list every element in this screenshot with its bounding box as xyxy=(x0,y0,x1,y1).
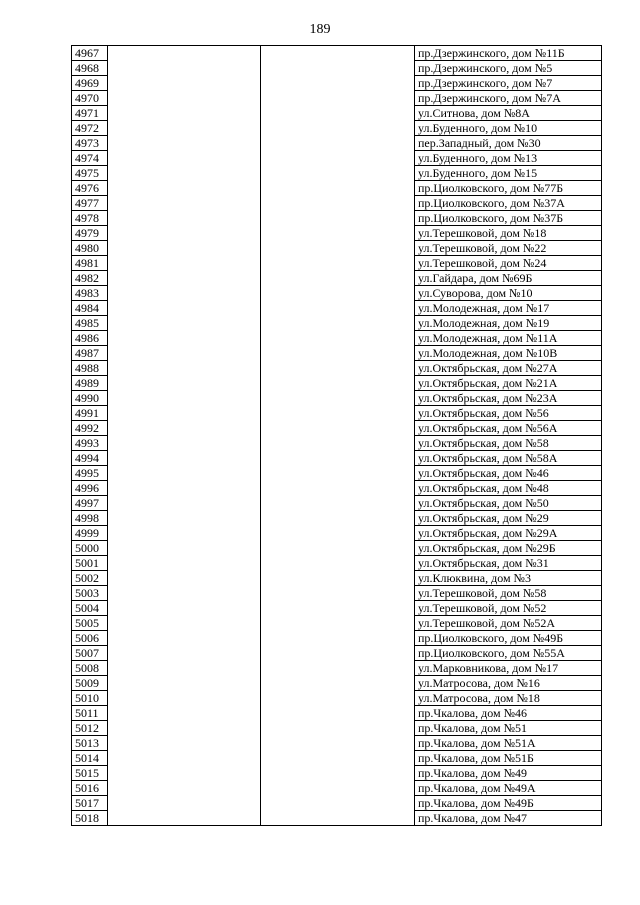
table-row xyxy=(72,541,602,556)
row-number: 5003 xyxy=(72,586,108,601)
row-number: 4967 xyxy=(72,46,108,61)
empty-cell xyxy=(108,766,261,781)
table-row xyxy=(72,211,602,226)
table-row xyxy=(72,376,602,391)
empty-cell xyxy=(108,436,261,451)
empty-cell xyxy=(108,331,261,346)
empty-cell xyxy=(108,181,261,196)
empty-cell xyxy=(261,601,415,616)
empty-cell xyxy=(261,421,415,436)
table-row xyxy=(72,271,602,286)
address-cell: пр.Чкалова, дом №51Б xyxy=(415,751,602,766)
table-row xyxy=(72,436,602,451)
empty-cell xyxy=(261,121,415,136)
empty-cell xyxy=(108,631,261,646)
address-cell: пр.Чкалова, дом №49Б xyxy=(415,796,602,811)
table-row xyxy=(72,46,602,61)
table-row xyxy=(72,481,602,496)
empty-cell xyxy=(108,226,261,241)
empty-cell xyxy=(261,496,415,511)
table-row xyxy=(72,151,602,166)
empty-cell xyxy=(108,166,261,181)
empty-cell xyxy=(108,61,261,76)
empty-cell xyxy=(108,136,261,151)
table-row xyxy=(72,601,602,616)
table-row xyxy=(72,121,602,136)
empty-cell xyxy=(108,451,261,466)
row-number: 5009 xyxy=(72,676,108,691)
row-number: 4984 xyxy=(72,301,108,316)
address-cell: пр.Чкалова, дом №49 xyxy=(415,766,602,781)
address-cell: ул.Октябрьская, дом №48 xyxy=(415,481,602,496)
row-number: 5007 xyxy=(72,646,108,661)
empty-cell xyxy=(108,526,261,541)
table-row xyxy=(72,586,602,601)
address-cell: пр.Чкалова, дом №47 xyxy=(415,811,602,826)
empty-cell xyxy=(261,361,415,376)
address-cell: ул.Матросова, дом №18 xyxy=(415,691,602,706)
address-cell: ул.Молодежная, дом №10В xyxy=(415,346,602,361)
empty-cell xyxy=(261,151,415,166)
empty-cell xyxy=(261,481,415,496)
table-row xyxy=(72,106,602,121)
table-row xyxy=(72,391,602,406)
empty-cell xyxy=(108,391,261,406)
row-number: 5008 xyxy=(72,661,108,676)
address-cell: пр.Циолковского, дом №49Б xyxy=(415,631,602,646)
empty-cell xyxy=(261,226,415,241)
address-cell: ул.Октябрьская, дом №31 xyxy=(415,556,602,571)
empty-cell xyxy=(108,271,261,286)
empty-cell xyxy=(108,301,261,316)
address-cell: ул.Буденного, дом №10 xyxy=(415,121,602,136)
address-cell: ул.Октябрьская, дом №50 xyxy=(415,496,602,511)
empty-cell xyxy=(261,811,415,826)
table-row xyxy=(72,646,602,661)
table-row xyxy=(72,346,602,361)
row-number: 4980 xyxy=(72,241,108,256)
table-row xyxy=(72,661,602,676)
empty-cell xyxy=(261,511,415,526)
empty-cell xyxy=(261,136,415,151)
row-number: 4995 xyxy=(72,466,108,481)
table-row xyxy=(72,196,602,211)
row-number: 4969 xyxy=(72,76,108,91)
address-cell: ул.Терешковой, дом №24 xyxy=(415,256,602,271)
empty-cell xyxy=(108,316,261,331)
address-cell: ул.Октябрьская, дом №29 xyxy=(415,511,602,526)
address-cell: ул.Терешковой, дом №22 xyxy=(415,241,602,256)
table-row xyxy=(72,331,602,346)
empty-cell xyxy=(261,571,415,586)
row-number: 4993 xyxy=(72,436,108,451)
row-number: 4996 xyxy=(72,481,108,496)
table-row xyxy=(72,706,602,721)
empty-cell xyxy=(261,181,415,196)
empty-cell xyxy=(261,166,415,181)
empty-cell xyxy=(261,256,415,271)
address-cell: ул.Октябрьская, дом №56А xyxy=(415,421,602,436)
address-cell: пр.Чкалова, дом №49А xyxy=(415,781,602,796)
address-cell: ул.Октябрьская, дом №56 xyxy=(415,406,602,421)
row-number: 4985 xyxy=(72,316,108,331)
table-row xyxy=(72,796,602,811)
empty-cell xyxy=(108,76,261,91)
row-number: 4986 xyxy=(72,331,108,346)
empty-cell xyxy=(261,76,415,91)
address-cell: ул.Буденного, дом №15 xyxy=(415,166,602,181)
table-row xyxy=(72,61,602,76)
table-row xyxy=(72,361,602,376)
empty-cell xyxy=(108,151,261,166)
address-table-body xyxy=(72,46,602,826)
row-number: 4976 xyxy=(72,181,108,196)
empty-cell xyxy=(108,781,261,796)
empty-cell xyxy=(108,511,261,526)
row-number: 5018 xyxy=(72,811,108,826)
table-row xyxy=(72,781,602,796)
empty-cell xyxy=(261,661,415,676)
table-row xyxy=(72,676,602,691)
address-cell: ул.Терешковой, дом №58 xyxy=(415,586,602,601)
empty-cell xyxy=(108,196,261,211)
empty-cell xyxy=(261,406,415,421)
empty-cell xyxy=(108,601,261,616)
address-cell: пр.Циолковского, дом №37А xyxy=(415,196,602,211)
row-number: 5002 xyxy=(72,571,108,586)
address-cell: ул.Гайдара, дом №69Б xyxy=(415,271,602,286)
address-cell: пр.Дзержинского, дом №11Б xyxy=(415,46,602,61)
row-number: 4975 xyxy=(72,166,108,181)
table-row xyxy=(72,571,602,586)
empty-cell xyxy=(108,286,261,301)
empty-cell xyxy=(261,541,415,556)
row-number: 5006 xyxy=(72,631,108,646)
address-cell: ул.Октябрьская, дом №27А xyxy=(415,361,602,376)
row-number: 4998 xyxy=(72,511,108,526)
row-number: 4974 xyxy=(72,151,108,166)
row-number: 5010 xyxy=(72,691,108,706)
address-table xyxy=(71,45,602,826)
address-cell: пер.Западный, дом №30 xyxy=(415,136,602,151)
empty-cell xyxy=(108,241,261,256)
address-cell: пр.Чкалова, дом №46 xyxy=(415,706,602,721)
row-number: 5000 xyxy=(72,541,108,556)
row-number: 4973 xyxy=(72,136,108,151)
empty-cell xyxy=(261,286,415,301)
empty-cell xyxy=(108,661,261,676)
empty-cell xyxy=(108,541,261,556)
table-row xyxy=(72,736,602,751)
row-number: 4992 xyxy=(72,421,108,436)
empty-cell xyxy=(261,451,415,466)
empty-cell xyxy=(108,346,261,361)
empty-cell xyxy=(108,481,261,496)
empty-cell xyxy=(261,241,415,256)
empty-cell xyxy=(261,556,415,571)
row-number: 4981 xyxy=(72,256,108,271)
empty-cell xyxy=(108,46,261,61)
empty-cell xyxy=(261,331,415,346)
row-number: 4989 xyxy=(72,376,108,391)
empty-cell xyxy=(261,391,415,406)
empty-cell xyxy=(108,736,261,751)
table-row xyxy=(72,166,602,181)
row-number: 4983 xyxy=(72,286,108,301)
address-cell: ул.Октябрьская, дом №21А xyxy=(415,376,602,391)
address-cell: пр.Чкалова, дом №51 xyxy=(415,721,602,736)
address-cell: пр.Циолковского, дом №37Б xyxy=(415,211,602,226)
address-cell: ул.Терешковой, дом №52А xyxy=(415,616,602,631)
empty-cell xyxy=(261,616,415,631)
empty-cell xyxy=(261,586,415,601)
row-number: 5013 xyxy=(72,736,108,751)
empty-cell xyxy=(261,691,415,706)
table-row xyxy=(72,691,602,706)
address-cell: пр.Чкалова, дом №51А xyxy=(415,736,602,751)
row-number: 4972 xyxy=(72,121,108,136)
row-number: 5004 xyxy=(72,601,108,616)
table-row xyxy=(72,451,602,466)
empty-cell xyxy=(261,271,415,286)
empty-cell xyxy=(261,751,415,766)
empty-cell xyxy=(108,721,261,736)
row-number: 4970 xyxy=(72,91,108,106)
table-row xyxy=(72,721,602,736)
address-cell: ул.Молодежная, дом №19 xyxy=(415,316,602,331)
address-cell: ул.Марковникова, дом №17 xyxy=(415,661,602,676)
table-row xyxy=(72,286,602,301)
empty-cell xyxy=(108,616,261,631)
table-row xyxy=(72,616,602,631)
empty-cell xyxy=(108,376,261,391)
table-row xyxy=(72,511,602,526)
row-number: 5015 xyxy=(72,766,108,781)
table-row xyxy=(72,226,602,241)
row-number: 4990 xyxy=(72,391,108,406)
empty-cell xyxy=(261,106,415,121)
address-cell: ул.Суворова, дом №10 xyxy=(415,286,602,301)
empty-cell xyxy=(261,646,415,661)
table-row xyxy=(72,466,602,481)
address-cell: ул.Октябрьская, дом №46 xyxy=(415,466,602,481)
empty-cell xyxy=(108,406,261,421)
row-number: 5005 xyxy=(72,616,108,631)
empty-cell xyxy=(261,61,415,76)
empty-cell xyxy=(108,361,261,376)
page-number: 189 xyxy=(309,22,331,37)
empty-cell xyxy=(261,211,415,226)
table-row xyxy=(72,181,602,196)
table-row xyxy=(72,316,602,331)
row-number: 4988 xyxy=(72,361,108,376)
empty-cell xyxy=(261,466,415,481)
empty-cell xyxy=(261,436,415,451)
row-number: 4991 xyxy=(72,406,108,421)
table-row xyxy=(72,406,602,421)
table-row xyxy=(72,421,602,436)
empty-cell xyxy=(261,346,415,361)
address-cell: пр.Циолковского, дом №77Б xyxy=(415,181,602,196)
table-row xyxy=(72,556,602,571)
address-cell: ул.Октябрьская, дом №58 xyxy=(415,436,602,451)
empty-cell xyxy=(108,676,261,691)
row-number: 4997 xyxy=(72,496,108,511)
empty-cell xyxy=(261,316,415,331)
address-cell: ул.Буденного, дом №13 xyxy=(415,151,602,166)
empty-cell xyxy=(108,571,261,586)
row-number: 4978 xyxy=(72,211,108,226)
address-cell: ул.Ситнова, дом №8А xyxy=(415,106,602,121)
row-number: 5001 xyxy=(72,556,108,571)
empty-cell xyxy=(108,496,261,511)
row-number: 5012 xyxy=(72,721,108,736)
empty-cell xyxy=(261,301,415,316)
empty-cell xyxy=(108,466,261,481)
row-number: 4999 xyxy=(72,526,108,541)
empty-cell xyxy=(261,736,415,751)
row-number: 5016 xyxy=(72,781,108,796)
empty-cell xyxy=(108,91,261,106)
table-row xyxy=(72,256,602,271)
table-row xyxy=(72,301,602,316)
empty-cell xyxy=(108,421,261,436)
table-row xyxy=(72,91,602,106)
empty-cell xyxy=(261,526,415,541)
row-number: 5011 xyxy=(72,706,108,721)
address-cell: ул.Молодежная, дом №17 xyxy=(415,301,602,316)
address-cell: ул.Терешковой, дом №18 xyxy=(415,226,602,241)
address-cell: пр.Циолковского, дом №55А xyxy=(415,646,602,661)
address-cell: пр.Дзержинского, дом №7 xyxy=(415,76,602,91)
table-row xyxy=(72,751,602,766)
table-row xyxy=(72,136,602,151)
empty-cell xyxy=(108,106,261,121)
empty-cell xyxy=(108,121,261,136)
address-cell: пр.Дзержинского, дом №5 xyxy=(415,61,602,76)
row-number: 4982 xyxy=(72,271,108,286)
table-row xyxy=(72,496,602,511)
empty-cell xyxy=(261,781,415,796)
address-cell: ул.Октябрьская, дом №23А xyxy=(415,391,602,406)
empty-cell xyxy=(261,196,415,211)
empty-cell xyxy=(261,46,415,61)
empty-cell xyxy=(261,721,415,736)
address-cell: ул.Терешковой, дом №52 xyxy=(415,601,602,616)
address-cell: ул.Матросова, дом №16 xyxy=(415,676,602,691)
empty-cell xyxy=(261,91,415,106)
address-cell: ул.Октябрьская, дом №29Б xyxy=(415,541,602,556)
empty-cell xyxy=(108,751,261,766)
empty-cell xyxy=(261,376,415,391)
empty-cell xyxy=(261,706,415,721)
empty-cell xyxy=(108,256,261,271)
address-cell: ул.Октябрьская, дом №29А xyxy=(415,526,602,541)
table-row xyxy=(72,76,602,91)
row-number: 4968 xyxy=(72,61,108,76)
table-row xyxy=(72,631,602,646)
table-row xyxy=(72,526,602,541)
table-row xyxy=(72,811,602,826)
row-number: 5017 xyxy=(72,796,108,811)
empty-cell xyxy=(261,796,415,811)
empty-cell xyxy=(261,631,415,646)
row-number: 4971 xyxy=(72,106,108,121)
empty-cell xyxy=(108,706,261,721)
empty-cell xyxy=(108,811,261,826)
empty-cell xyxy=(108,796,261,811)
address-cell: ул.Октябрьская, дом №58А xyxy=(415,451,602,466)
empty-cell xyxy=(108,556,261,571)
table-row xyxy=(72,241,602,256)
empty-cell xyxy=(261,766,415,781)
empty-cell xyxy=(108,586,261,601)
address-cell: ул.Клюквина, дом №3 xyxy=(415,571,602,586)
row-number: 4994 xyxy=(72,451,108,466)
row-number: 4987 xyxy=(72,346,108,361)
address-cell: ул.Молодежная, дом №11А xyxy=(415,331,602,346)
row-number: 5014 xyxy=(72,751,108,766)
empty-cell xyxy=(108,646,261,661)
table-row xyxy=(72,766,602,781)
row-number: 4977 xyxy=(72,196,108,211)
address-cell: пр.Дзержинского, дом №7А xyxy=(415,91,602,106)
empty-cell xyxy=(108,691,261,706)
empty-cell xyxy=(108,211,261,226)
empty-cell xyxy=(261,676,415,691)
row-number: 4979 xyxy=(72,226,108,241)
